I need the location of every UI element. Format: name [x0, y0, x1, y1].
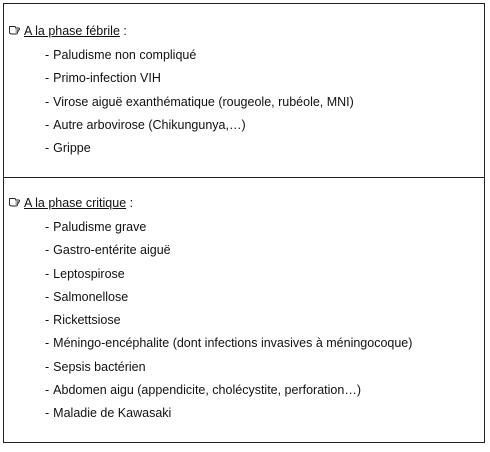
bullet-dash: -	[45, 220, 50, 234]
bullet-dash: -	[45, 266, 50, 281]
critical-phase-list	[4, 216, 484, 426]
section-divider	[4, 177, 484, 178]
heading-colon: :	[126, 196, 134, 210]
list-item-text: Paludisme non compliqué	[53, 48, 197, 62]
list-item-text: Autre arbovirose (Chikungunya,…)	[53, 117, 246, 132]
bullet-dash: -	[45, 313, 50, 328]
bullet-dash: -	[45, 141, 50, 156]
list-item-text: Grippe	[53, 141, 91, 156]
list-item-text: Leptospirose	[53, 266, 125, 281]
heading-colon: :	[119, 24, 127, 38]
list-item-text: Rickettsiose	[53, 313, 121, 328]
bullet-dash: -	[45, 243, 50, 258]
list-item	[4, 402, 484, 425]
differential-diagnosis-table	[3, 3, 485, 443]
febrile-phase-title: A la phase fébrile	[24, 24, 120, 38]
critical-phase-section	[4, 193, 484, 426]
list-item	[4, 332, 484, 355]
pointing-hand-icon	[8, 23, 22, 37]
pointing-hand-icon	[8, 195, 22, 209]
list-item	[4, 216, 484, 239]
list-item	[4, 137, 484, 160]
bullet-dash: -	[45, 117, 50, 132]
bullet-dash: -	[45, 94, 50, 109]
list-item	[4, 91, 484, 114]
list-item-text: Primo-infection VIH	[53, 71, 161, 86]
list-item	[4, 44, 484, 67]
list-item-text: Abdomen aigu (appendicite, cholécystite, perforation…)	[53, 383, 361, 398]
bullet-dash: -	[45, 406, 50, 421]
febrile-phase-section	[4, 21, 484, 160]
febrile-phase-list	[4, 44, 484, 160]
list-item	[4, 356, 484, 379]
bullet-dash: -	[45, 359, 50, 374]
list-item	[4, 263, 484, 286]
bullet-dash: -	[45, 289, 50, 304]
bullet-dash: -	[45, 71, 50, 86]
list-item-text: Sepsis bactérien	[53, 359, 146, 374]
list-item	[4, 67, 484, 90]
critical-phase-heading	[4, 193, 484, 213]
bullet-dash: -	[45, 383, 50, 398]
bullet-dash: -	[45, 48, 50, 62]
list-item-text: Salmonellose	[53, 289, 129, 304]
febrile-phase-heading	[4, 21, 484, 41]
list-item-text: Virose aiguë exanthématique (rougeole, rubéole, MNI)	[53, 94, 354, 109]
list-item	[4, 309, 484, 332]
list-item	[4, 114, 484, 137]
bullet-dash: -	[45, 336, 50, 351]
list-item	[4, 239, 484, 262]
list-item-text: Gastro-entérite aiguë	[53, 243, 171, 258]
list-item	[4, 286, 484, 309]
list-item	[4, 379, 484, 402]
critical-phase-title: A la phase critique	[24, 196, 127, 210]
list-item-text: Maladie de Kawasaki	[53, 406, 172, 421]
list-item-text: Paludisme grave	[53, 220, 147, 234]
list-item-text: Méningo-encéphalite (dont infections invasives à méningocoque)	[53, 336, 413, 351]
